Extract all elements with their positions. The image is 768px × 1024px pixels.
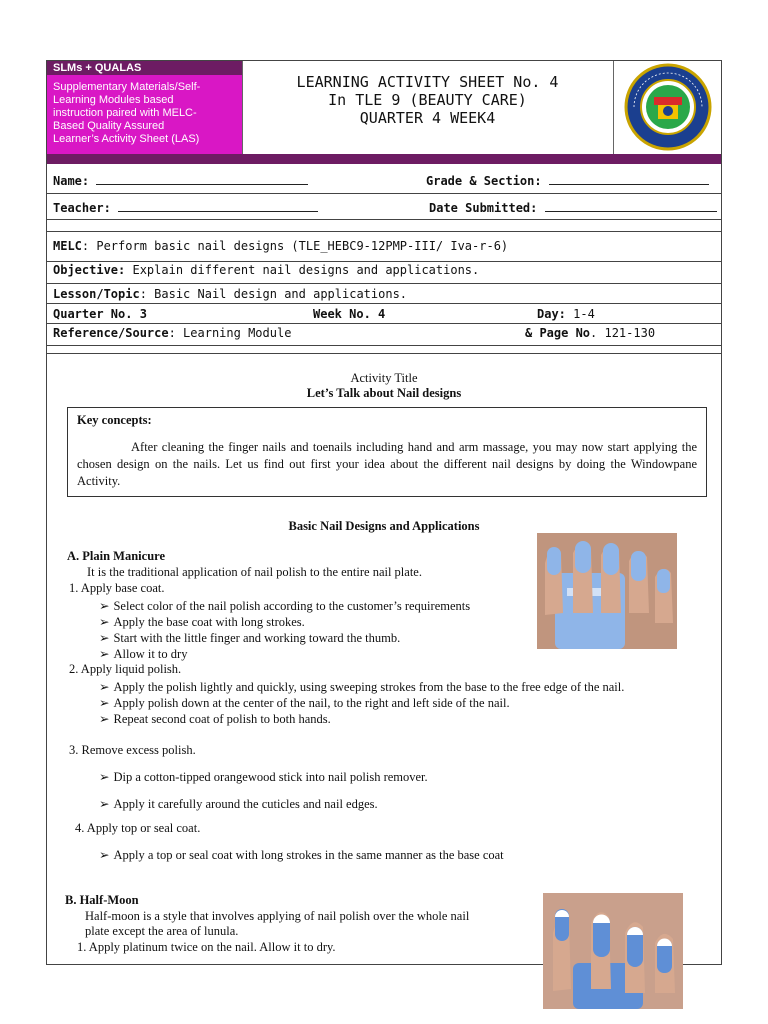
supp-line: instruction paired with MELC- — [53, 107, 197, 119]
day-label: Day: — [537, 307, 566, 321]
divider — [47, 283, 721, 284]
plain-manicure-intro: It is the traditional application of nail polish to the entire nail plate. — [87, 565, 422, 579]
name-label: Name: — [53, 174, 90, 188]
list-item-text: Apply the polish lightly and quickly, using sweeping strokes from the base to the free edge of the nail. — [113, 680, 625, 694]
list-item-text: Apply it carefully around the cuticles and nail edges. — [113, 797, 378, 811]
melc-row — [53, 239, 508, 253]
teacher-label: Teacher: — [53, 201, 111, 215]
list-item-text: Apply polish down at the center of the nail, to the right and left side of the nail. — [113, 696, 510, 710]
arrow-bullet-icon: ➢ — [99, 848, 110, 862]
lesson-text: : Basic Nail design and applications. — [139, 287, 408, 301]
half-moon-step-1: 1. Apply platinum twice on the nail. Allow it to dry. — [77, 940, 336, 954]
list-item — [99, 769, 428, 785]
arrow-bullet-icon: ➢ — [99, 615, 110, 629]
list-item — [99, 630, 400, 646]
reference-label: Reference/Source — [53, 326, 169, 340]
name-field[interactable] — [53, 173, 308, 188]
divider — [47, 231, 721, 232]
supplementary-text — [47, 75, 242, 146]
list-item — [99, 679, 624, 695]
list-item-text: Apply a top or seal coat with long strokes in the same manner as the base coat — [113, 848, 504, 862]
title-line: In TLE 9 (BEAUTY CARE) — [328, 91, 527, 109]
list-item — [99, 646, 187, 662]
reference-row — [53, 326, 291, 340]
half-moon-heading: B. Half-Moon — [65, 893, 139, 907]
objective-text: Explain different nail designs and applications. — [125, 263, 480, 277]
list-item — [99, 598, 470, 614]
melc-label: MELC — [53, 239, 82, 253]
divider — [47, 193, 721, 194]
section-title: Basic Nail Designs and Applications — [288, 519, 480, 533]
list-item — [99, 847, 504, 863]
plain-manicure-nails-icon — [537, 533, 677, 649]
list-item-text: Apply the base coat with long strokes. — [113, 615, 305, 629]
step-2: 2. Apply liquid polish. — [69, 662, 182, 676]
list-item — [99, 796, 378, 812]
grade-section-field[interactable] — [426, 173, 709, 188]
list-item-text: Repeat second coat of polish to both hands. — [113, 712, 331, 726]
page-row — [525, 326, 655, 340]
activity-sheet — [46, 60, 722, 965]
date-submitted-field[interactable] — [429, 200, 717, 215]
slms-label: SLMs + QUALAS — [47, 61, 242, 75]
arrow-bullet-icon: ➢ — [99, 797, 110, 811]
quarter-no: Quarter No. 3 — [53, 307, 147, 321]
arrow-bullet-icon: ➢ — [99, 770, 110, 784]
supp-line: Based Quality Assured — [53, 120, 165, 132]
reference-text: : Learning Module — [168, 326, 292, 340]
divider — [47, 353, 721, 354]
key-concepts-box — [67, 407, 707, 497]
divider — [47, 323, 721, 324]
arrow-bullet-icon: ➢ — [99, 599, 110, 613]
half-moon-nails-icon — [543, 893, 683, 1009]
plain-manicure-image — [537, 533, 677, 649]
plain-manicure-heading: A. Plain Manicure — [67, 549, 166, 563]
step-3: 3. Remove excess polish. — [69, 743, 196, 757]
list-item-text: Allow it to dry — [113, 647, 188, 661]
lesson-label: Lesson/Topic — [53, 287, 140, 301]
step-1: 1. Apply base coat. — [69, 581, 165, 595]
half-moon-desc: Half-moon is a style that involves applying of nail polish over the whole nail — [85, 909, 470, 923]
list-item-text: Start with the little finger and working toward the thumb. — [113, 631, 401, 645]
divider — [47, 219, 721, 220]
page-text: . 121-130 — [590, 326, 656, 340]
day-text: 1-4 — [565, 307, 595, 321]
arrow-bullet-icon: ➢ — [99, 696, 110, 710]
name-blank[interactable] — [96, 173, 308, 185]
sheet-title — [243, 61, 612, 154]
supp-line: Learning Modules based — [53, 94, 174, 106]
supp-line: Supplementary Materials/Self- — [53, 81, 201, 93]
grade-section-blank[interactable] — [549, 173, 709, 185]
division-logo — [613, 61, 723, 154]
day-row — [537, 307, 595, 321]
melc-text: : Perform basic nail designs (TLE_HEBC9-12PMP-III/ Iva-r-6) — [81, 239, 509, 253]
lesson-row — [53, 287, 407, 301]
objective-row — [53, 263, 479, 277]
arrow-bullet-icon: ➢ — [99, 631, 110, 645]
list-item — [99, 711, 331, 727]
activity-label: Activity Title — [350, 371, 418, 385]
list-item-text: Dip a cotton-tipped orangewood stick into nail polish remover. — [113, 770, 428, 784]
list-item — [99, 614, 305, 630]
arrow-bullet-icon: ➢ — [99, 647, 110, 661]
arrow-bullet-icon: ➢ — [99, 680, 110, 694]
teacher-field[interactable] — [53, 200, 318, 215]
title-line: LEARNING ACTIVITY SHEET No. 4 — [296, 73, 559, 91]
week-no: Week No. 4 — [313, 307, 386, 321]
teacher-blank[interactable] — [118, 200, 318, 212]
half-moon-image — [543, 893, 683, 1009]
divider — [47, 261, 721, 262]
divider — [47, 345, 721, 346]
date-submitted-label: Date Submitted: — [429, 201, 538, 215]
list-item — [99, 695, 510, 711]
date-submitted-blank[interactable] — [545, 200, 717, 212]
supp-line: Learner’s Activity Sheet (LAS) — [53, 133, 200, 145]
header-divider — [47, 154, 721, 164]
key-concepts-heading: Key concepts: — [77, 413, 152, 427]
title-line: QUARTER 4 WEEK4 — [359, 109, 496, 127]
division-seal-icon — [614, 61, 722, 154]
step-4: 4. Apply top or seal coat. — [75, 821, 201, 835]
list-item-text: Select color of the nail polish according to the customer’s requirements — [113, 599, 471, 613]
grade-section-label: Grade & Section: — [426, 174, 542, 188]
key-concepts-body: After cleaning the finger nails and toenails including hand and arm massage, you may now start applying the chosen design on the nails. Let us find out first your idea about the different nail designs by doing the Windowpane Activity. — [77, 440, 697, 488]
slms-panel — [47, 61, 243, 154]
divider — [47, 303, 721, 304]
objective-label: Objective: — [53, 263, 126, 277]
arrow-bullet-icon: ➢ — [99, 712, 110, 726]
half-moon-desc: plate except the area of lunula. — [85, 924, 239, 938]
activity-title: Let’s Talk about Nail designs — [306, 386, 462, 400]
page-label: & Page No — [525, 326, 591, 340]
